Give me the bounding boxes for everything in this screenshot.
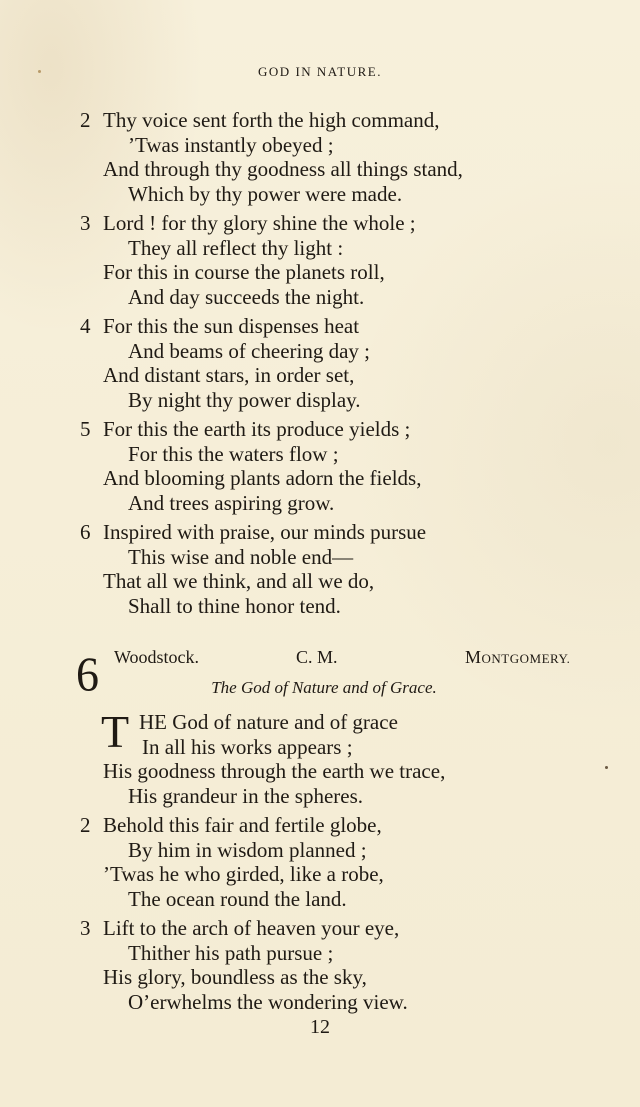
stanza-line — [0, 965, 640, 990]
stanza-line-text: And day succeeds the night. — [128, 284, 365, 309]
stanza-line — [0, 838, 640, 863]
drop-cap: T — [101, 706, 130, 757]
stanza-number: 4 — [80, 314, 91, 338]
stanza-line — [0, 182, 640, 207]
stanza-line — [0, 735, 640, 760]
stanza-line-text: For this the sun dispenses heat — [103, 314, 360, 338]
stanza-line — [0, 388, 640, 413]
stanza-line — [0, 260, 640, 285]
stanza-line-text: And beams of cheering day ; — [128, 338, 371, 363]
stanza-number: 3 — [80, 211, 91, 235]
stanza-line-text: By him in wisdom planned ; — [128, 837, 367, 862]
page-number: 12 — [310, 1016, 330, 1038]
stanza-line — [0, 759, 640, 784]
stanza-line — [0, 990, 640, 1015]
stanza-line-text: Shall to thine honor tend. — [128, 593, 341, 618]
stanza-line — [0, 594, 640, 619]
stanza-line — [0, 417, 640, 442]
stanza-line — [0, 710, 640, 735]
stanza-line — [0, 157, 640, 182]
stanza-line-text: ’Twas instantly obeyed ; — [128, 132, 334, 157]
stanza-line-text: For this the earth its produce yields ; — [103, 417, 411, 441]
stanza-line-text: ’Twas he who girded, like a robe, — [103, 862, 384, 886]
stanza-line-text: This wise and noble end— — [128, 544, 354, 569]
stanza-line — [0, 569, 640, 594]
stanza-line-text: The ocean round the land. — [128, 886, 347, 911]
hymn5-stanza-5 — [0, 417, 640, 515]
hymn6-stanza-3 — [0, 916, 640, 1014]
stanza-line-text: And blooming plants adorn the fields, — [103, 466, 422, 490]
stanza-line-text: O’erwhelms the wondering view. — [128, 989, 408, 1014]
meter: C. M. — [296, 647, 338, 667]
ink-speck — [38, 70, 41, 73]
stanza-line — [0, 466, 640, 491]
author-initial: M — [465, 647, 482, 667]
author-rest: ONTGOMERY. — [481, 651, 571, 666]
stanza-line-text: For this in course the planets roll, — [103, 260, 385, 284]
stanza-line-text: Inspired with praise, our minds pursue — [103, 520, 427, 544]
stanza-number: 5 — [80, 417, 91, 441]
stanza-line-text: Thither his path pursue ; — [128, 940, 334, 965]
stanza-number: 2 — [80, 813, 91, 837]
stanza-number: 3 — [80, 916, 91, 940]
stanza-number: 6 — [80, 520, 91, 544]
stanza-line-text: Behold this fair and fertile globe, — [103, 813, 382, 837]
stanza-line-text: They all reflect thy light : — [128, 235, 344, 260]
stanza-line — [0, 133, 640, 158]
hymn5-stanza-3 — [0, 211, 640, 309]
running-head: GOD IN NATURE. — [258, 64, 382, 79]
stanza-line-text: Lift to the arch of heaven your eye, — [103, 916, 400, 940]
stanza-line-text: And through thy goodness all things stand, — [103, 157, 463, 181]
stanza-line-text: And trees aspiring grow. — [128, 490, 335, 515]
hymn6-stanza-2 — [0, 813, 640, 911]
stanza-line — [0, 314, 640, 339]
stanza-line-text: In all his works appears ; — [142, 734, 353, 759]
stanza-line — [0, 862, 640, 887]
stanza-line-text: And distant stars, in order set, — [103, 363, 355, 387]
stanza-line-text: Thy voice sent forth the high command, — [103, 108, 440, 132]
stanza-line-text: That all we think, and all we do, — [103, 569, 375, 593]
stanza-line-text: HE God of nature and of grace — [139, 710, 398, 734]
hymn5-stanza-6 — [0, 520, 640, 618]
hymn-title: The God of Nature and of Grace. — [211, 678, 437, 697]
stanza-line-text: His goodness through the earth we trace, — [103, 759, 446, 783]
stanza-line-text: By night thy power display. — [128, 387, 361, 412]
hymn5-stanza-4 — [0, 314, 640, 412]
ink-speck — [605, 766, 608, 769]
stanza-line — [0, 916, 640, 941]
stanza-line — [0, 491, 640, 516]
stanza-line — [0, 108, 640, 133]
tune-name: Woodstock. — [114, 647, 200, 667]
stanza-line — [0, 520, 640, 545]
stanza-line — [0, 211, 640, 236]
stanza-line — [0, 236, 640, 261]
stanza-line — [0, 363, 640, 388]
stanza-line-text: His glory, boundless as the sky, — [103, 965, 367, 989]
stanza-line — [0, 545, 640, 570]
hymn5-stanza-2 — [0, 108, 640, 206]
stanza-number: 2 — [80, 108, 91, 132]
author — [465, 647, 570, 668]
stanza-line-text: Lord ! for thy glory shine the whole ; — [103, 211, 416, 235]
stanza-line — [0, 784, 640, 809]
stanza-line-text: Which by thy power were made. — [128, 181, 403, 206]
stanza-line — [0, 941, 640, 966]
stanza-line — [0, 339, 640, 364]
stanza-line — [0, 442, 640, 467]
hymn-number: 6 — [76, 647, 99, 702]
stanza-line — [0, 813, 640, 838]
stanza-line — [0, 285, 640, 310]
hymn6-stanza-1 — [0, 706, 640, 808]
stanza-line-text: His grandeur in the spheres. — [128, 783, 364, 808]
stanza-line — [0, 887, 640, 912]
stanza-line-text: For this the waters flow ; — [128, 441, 339, 466]
